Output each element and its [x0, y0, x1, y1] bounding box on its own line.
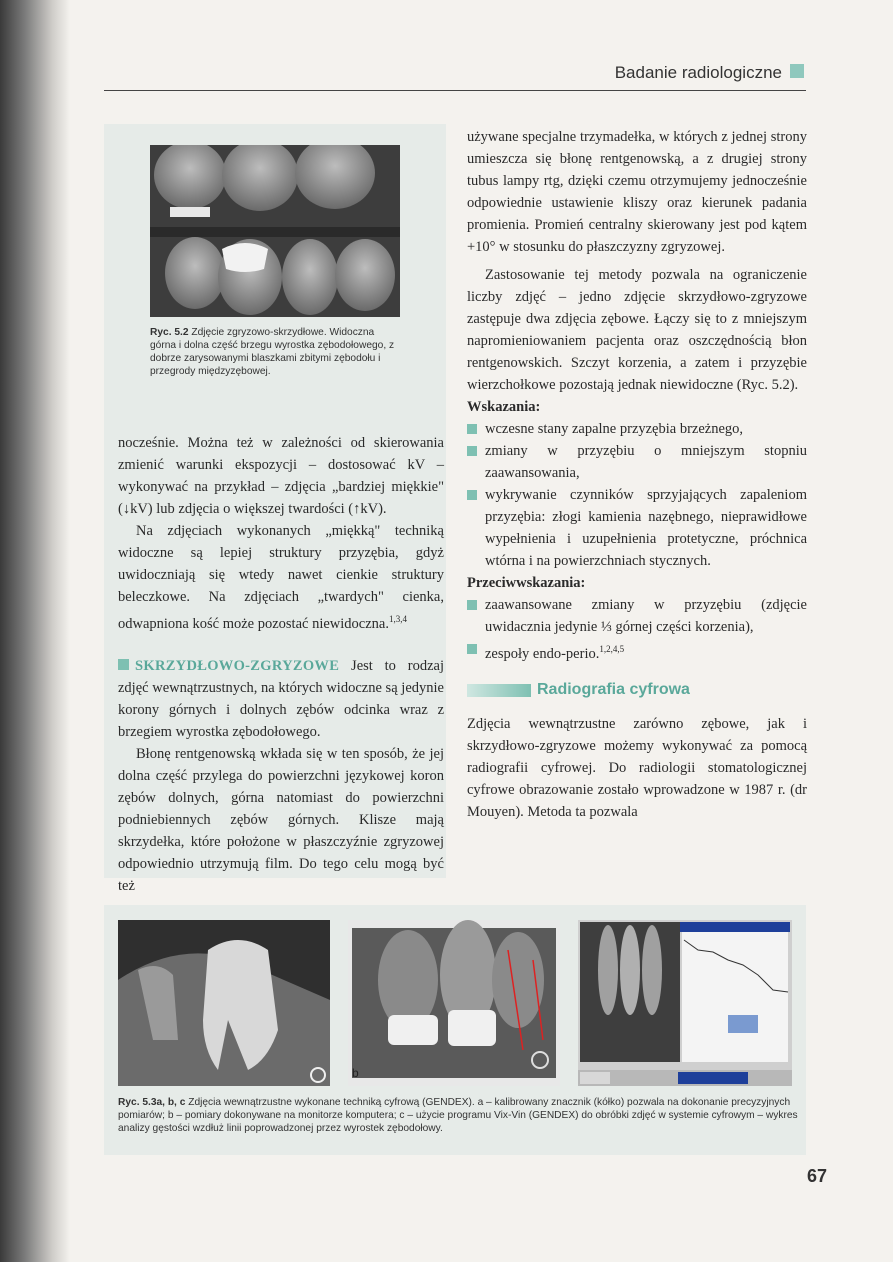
bitewing-xray-image [150, 145, 400, 317]
figure-5-3b-radiograph [348, 920, 560, 1086]
left-paragraph-4: Błonę rentgenowską wkłada się w ten sposób, że jej dolna część przylega do powierzchni językowej koron zębów dolnych, górna natomiast do powierzchni podniebiennych zębów górnych. Klisze mają skrzydełka, które położone w płaszczyźnie zgryzowej odpowiednio utrzymują film. Do tego celu mogą być też [118, 745, 444, 894]
section-title: Radiografia cyfrowa [537, 680, 690, 698]
figure-5-3-label: Ryc. 5.3a, b, c [118, 1097, 186, 1108]
list-item: zaawansowane zmiany w przyzębiu (zdjęcie uwidacznia jedynie ⅓ górnej części korzenia), [467, 594, 807, 638]
figure-5-2-label: Ryc. 5.2 [150, 327, 189, 338]
digital-xray-b-image [348, 920, 560, 1086]
right-paragraph-1: używane specjalne trzymadełka, w których z jednej strony umieszcza się błonę rentgenowską, a z drugiej strony tubus lampy rtg, dzięki czemu otrzymujemy jednocześnie odpowiednie ustawienie kliszy oraz kierunek padania promienia. Promień centralny skierowany jest pod kątem +10° w stosunku do płaszczyzny zgryzowej. [467, 129, 807, 255]
figure-5-3c-screenshot [578, 920, 792, 1086]
page-number: 67 [806, 1166, 827, 1186]
running-header [104, 60, 806, 91]
reference-superscript: 1,2,4,5 [599, 644, 625, 654]
left-paragraph-3-text: Jest to rodzaj zdjęć wewnątrzustnych, na których widoczne są jedynie korony górnych i dolnych zębów odcinka wraz z brzegiem wyrostka zębodołowego. [118, 657, 444, 740]
contraindications-list [467, 594, 807, 665]
left-paragraph-3 [118, 655, 444, 743]
digital-radiography-heading [467, 679, 807, 703]
figure-5-2-radiograph [150, 145, 400, 317]
indications-heading: Wskazania: [467, 399, 541, 415]
left-paragraph-2 [118, 520, 444, 635]
page-binding-shadow [0, 0, 70, 1262]
indications-list [467, 418, 807, 572]
reference-superscript: 1,3,4 [388, 614, 407, 624]
header-title: Badanie radiologiczne [614, 63, 782, 82]
section-bar-decoration [467, 684, 531, 697]
figure-5-2-caption [150, 326, 400, 378]
header-marker-square [790, 64, 804, 78]
vixwin-software-screenshot [578, 920, 792, 1086]
figure-5-2-caption-text: Zdjęcie zgryzowo-skrzydłowe. Widoczna górna i dolna część brzegu wyrostka zębodołowego, z dobrze zarysowanymi blaszkami zbitymi zębodołu i przegrody międzyzębowej. [150, 327, 395, 377]
left-paragraph-2-text: Na zdjęciach wykonanych „miękką" techniką widoczne są lepiej struktury przyzębia, gdyż uwidoczniają się wtedy nawet cienkie struktury beleczkowe. Na zdjęciach „twardych" cienka, odwapniona kość może pozostać niewidoczna. [118, 523, 444, 632]
list-item-text: zespoły endo-perio. [485, 645, 600, 662]
left-text-column [118, 432, 444, 897]
list-item: wczesne stany zapalne przyzębia brzeżnego, [467, 418, 807, 440]
figure-5-3-caption [118, 1096, 804, 1135]
digital-xray-a-image [118, 920, 330, 1086]
left-paragraph-1: nocześnie. Można też w zależności od skierowania zmienić warunki ekspozycji – dostosować kV – wykonywać na przykład – zdjęcia „bardziej miękkie" (↓kV) lub zdjęcia o większej twardości (↑kV). [118, 435, 444, 517]
figure-5-3-caption-text: Zdjęcia wewnątrzustne wykonane techniką cyfrową (GENDEX). a – kalibrowany znacznik (kółko) pozwala na dokonanie precyzyjnych pomiarów; b – pomiary dokonywane na monitorze komputera; c – użycie programu Vix-Vin (GENDEX) do obróbki zdjęć w systemie cyfrowym – wykres analizy gęstości wzdłuż linii poprowadzonej przez wyrostek zębodołowy. [118, 1097, 798, 1134]
section-square-icon [118, 659, 129, 670]
right-paragraph-2: Zastosowanie tej metody pozwala na ograniczenie liczby zdjęć – jedno zdjęcie skrzydłowo-zgryzowe zastępuje dwa zdjęcia zębowe. Łączy się to z mniejszym napromieniowaniem pacjenta oraz oszczędnością błon rentgenowskich. Szczyt korzenia, a zatem i przyzębie wierzchołkowe pozostają jednak niewidoczne (Ryc. 5.2). [467, 267, 807, 393]
bitewing-section-title: SKRZYDŁOWO-ZGRYZOWE [135, 657, 340, 674]
right-paragraph-3: Zdjęcia wewnątrzustne zarówno zębowe, jak i skrzydłowo-zgryzowe możemy wykonywać za pomocą radiografii cyfrowej. Do radiologii stomatologicznej cyfrowe obrazowanie zostało wprowadzone w 1987 r. (dr Mouyen). Metoda ta pozwala [467, 715, 807, 820]
list-item: wykrywanie czynników sprzyjających zapaleniom przyzębia: złogi kamienia nazębnego, nieprawidłowe wypełnienia i uzupełnienia protetyczne, próchnica wtórna i na powierzchniach stycznych. [467, 484, 807, 572]
right-text-column [467, 126, 807, 823]
list-item: zmiany w przyzębiu o mniejszym stopniu zaawansowania, [467, 440, 807, 484]
figure-letter-b: b [352, 1066, 359, 1080]
contraindications-heading: Przeciwwskazania: [467, 575, 586, 591]
list-item [467, 638, 807, 665]
figure-5-3a-radiograph [118, 920, 330, 1086]
